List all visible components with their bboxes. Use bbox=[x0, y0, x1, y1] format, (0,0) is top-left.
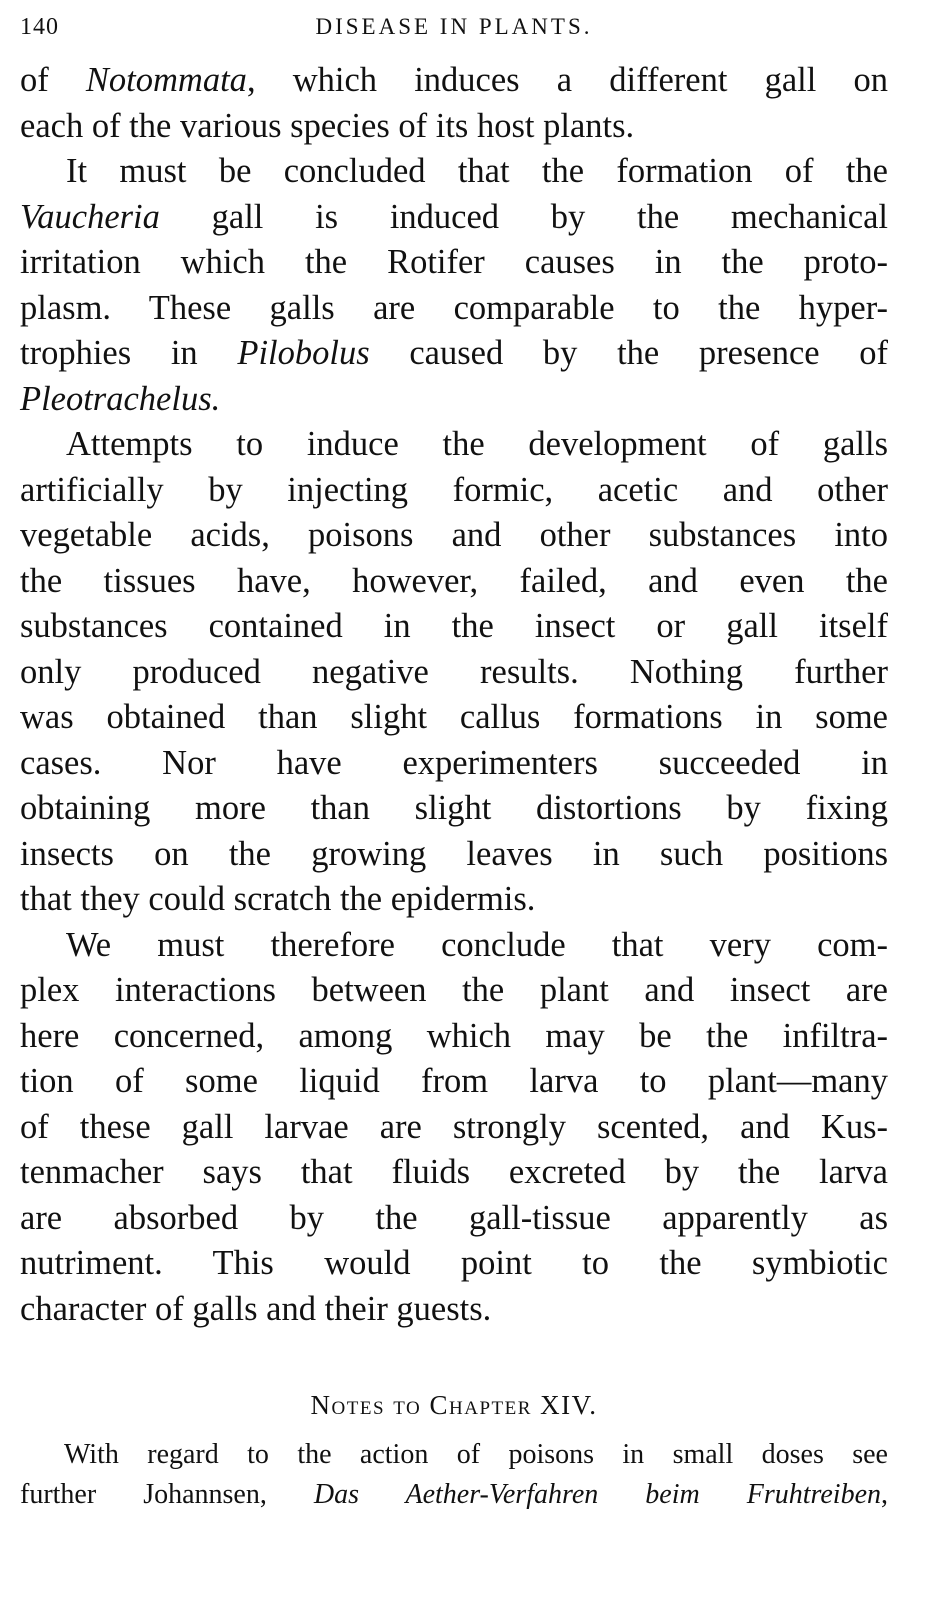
text-line: of these gall larvae are strongly scented, and Kus- bbox=[20, 1107, 888, 1146]
text-line: here concerned, among which may be the infiltra- bbox=[20, 1016, 888, 1055]
text-line: cases. Nor have experimenters succeeded in bbox=[20, 743, 888, 782]
paragraph bbox=[20, 149, 888, 422]
text-line: of Notommata, which induces a different gall on bbox=[20, 61, 888, 99]
text-line: are absorbed by the gall-tissue apparently as bbox=[20, 1198, 888, 1237]
text-line: trophies in Pilobolus caused by the presence of bbox=[20, 334, 889, 372]
text-line: only produced negative results. Nothing further bbox=[20, 652, 888, 691]
paragraph bbox=[20, 58, 888, 149]
text-line: insects on the growing leaves in such positions bbox=[20, 834, 888, 873]
text-line bbox=[20, 377, 888, 423]
italic-term: Pleotrachelus. bbox=[20, 379, 221, 418]
main-text bbox=[20, 58, 888, 1332]
text-line: nutriment. This would point to the symbiotic bbox=[20, 1244, 888, 1282]
paragraph bbox=[20, 422, 888, 923]
text-line: Attempts to induce the development of galls bbox=[66, 425, 888, 463]
text-line: plasm. These galls are comparable to the hyper- bbox=[20, 288, 888, 327]
page-header bbox=[20, 14, 888, 58]
text-line: tion of some liquid from larva to plant—many bbox=[20, 1062, 888, 1100]
text-line: character of galls and their guests. bbox=[20, 1289, 492, 1328]
text-line: It must be concluded that the formation of the bbox=[66, 152, 888, 190]
paragraph bbox=[20, 923, 888, 1333]
text-line: the tissues have, however, failed, and even the bbox=[20, 561, 888, 600]
text-line: With regard to the action of poisons in small doses see bbox=[64, 1439, 888, 1470]
text-line: tenmacher says that fluids excreted by the larva bbox=[20, 1153, 888, 1191]
text-line: artificially by injecting formic, acetic and other bbox=[20, 470, 888, 509]
italic-term: Vaucheria bbox=[20, 197, 160, 236]
text-line: plex interactions between the plant and insect are bbox=[20, 971, 888, 1009]
text-line: irritation which the Rotifer causes in the proto- bbox=[20, 243, 888, 281]
text-line: We must therefore conclude that very com- bbox=[66, 925, 888, 964]
notes-heading: Notes to Chapter XIV. bbox=[310, 1390, 598, 1420]
book-page bbox=[20, 14, 888, 1515]
text-line: that they could scratch the epidermis. bbox=[20, 880, 536, 918]
page-number: 140 bbox=[20, 14, 59, 40]
italic-term: Pilobolus bbox=[237, 334, 370, 372]
italic-term: Das Aether-Verfahren beim Fruhtreiben bbox=[313, 1479, 881, 1510]
text-line: was obtained than slight callus formations in some bbox=[20, 698, 888, 736]
text-line: vegetable acids, poisons and other substances into bbox=[20, 516, 888, 554]
italic-term: Notommata bbox=[85, 61, 247, 99]
running-title: DISEASE IN PLANTS. bbox=[315, 14, 593, 39]
text-line: further Johannsen, Das Aether-Verfahren beim Fruhtreiben, bbox=[20, 1479, 888, 1510]
text-line: each of the various species of its host plants. bbox=[20, 106, 635, 145]
text-line: substances contained in the insect or gall itself bbox=[20, 607, 888, 645]
text-line: Vaucheria gall is induced by the mechanical bbox=[20, 197, 888, 236]
notes-text bbox=[20, 1435, 888, 1515]
text-line: obtaining more than slight distortions by fixing bbox=[20, 789, 888, 827]
